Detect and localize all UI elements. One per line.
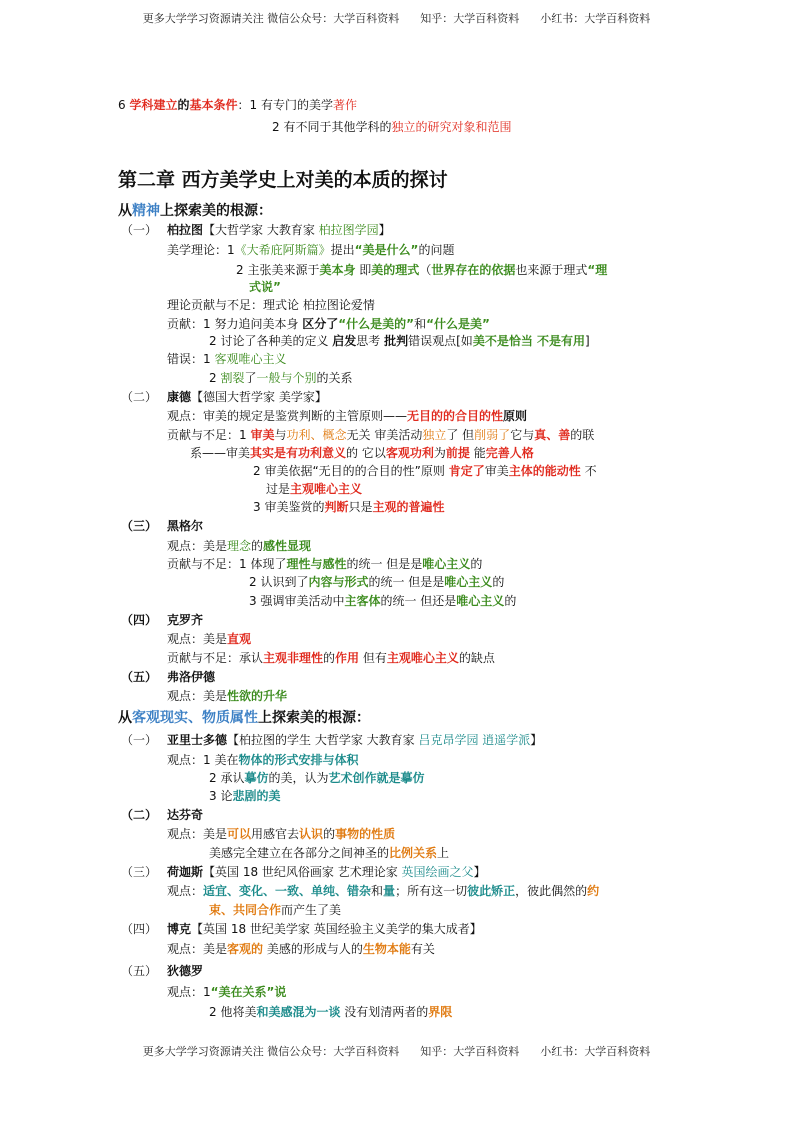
text-run: 2 (209, 371, 221, 385)
text-run: （ (419, 263, 432, 277)
doc-line (209, 901, 341, 919)
text-run: 】 (378, 223, 391, 237)
text-run: 】 (473, 865, 486, 879)
text-run: 削弱了 (474, 428, 511, 442)
text-run: 式说” (249, 280, 281, 294)
text-run: 为 (433, 446, 446, 460)
text-run: 原则 (503, 409, 528, 423)
text-run: 的 (504, 594, 517, 608)
doc-line (121, 221, 157, 239)
doc-line (209, 769, 425, 787)
text-run: 思考 (356, 334, 385, 348)
text-run: 约 (587, 884, 600, 898)
text-run: 的 (323, 651, 336, 665)
text-run: 的 (492, 575, 505, 589)
doc-line (167, 751, 358, 769)
text-run: 有关 (410, 942, 435, 956)
doc-line (167, 241, 454, 259)
text-run: 美感的形成与人的 (263, 942, 363, 956)
text-run: ：1 有专门的美学 (237, 98, 333, 112)
text-run: “理 (587, 263, 608, 277)
text-run: 观点：美是 (167, 942, 228, 956)
text-run: 2 有不同于其他学科的 (272, 120, 392, 134)
text-run: 物体的形式安排与体积 (238, 753, 359, 767)
text-run: 3 审美鉴赏的 (253, 500, 325, 514)
text-run: 博克 (167, 922, 192, 936)
text-run: 客观功利 (385, 446, 434, 460)
text-run: （三） (121, 865, 158, 879)
doc-line (121, 517, 157, 535)
text-run: 亚里士多德 (167, 733, 228, 747)
doc-line (167, 315, 490, 333)
doc-line (121, 611, 157, 629)
doc-line (167, 611, 203, 629)
text-run: 彼此矫正 (467, 884, 516, 898)
text-run: 美不是恰当 不是有用 (472, 334, 585, 348)
text-run: 无目的的合目的性 (407, 409, 504, 423)
text-run: 直观 (227, 632, 252, 646)
text-run: 观点：1 (167, 985, 211, 999)
text-run: 主观唯心主义 (386, 651, 459, 665)
text-run: 完善人格 (485, 446, 534, 460)
text-run: 了 (244, 371, 257, 385)
text-run: 【英国 18 世纪风俗画家 艺术理论家 (203, 865, 402, 879)
text-run: 美本身 (319, 263, 356, 277)
doc-line (167, 920, 482, 938)
text-run: 美学理论：1 (167, 243, 235, 257)
text-run: 唯心主义 (422, 557, 471, 571)
text-run: 主观非理性 (263, 651, 324, 665)
text-run: 能 (469, 446, 486, 460)
text-run: 精神 (132, 203, 160, 219)
text-run: 的 (177, 98, 190, 112)
text-run: （五） (121, 964, 158, 978)
text-run: 和 (371, 884, 384, 898)
section-heading (118, 709, 370, 727)
text-run: 世界存在的依据 (431, 263, 516, 277)
doc-line (167, 940, 435, 958)
text-run: 性欲的升华 (227, 689, 288, 703)
text-run: 2 主张美来源于 (236, 263, 320, 277)
text-run: 美感完全建立在各部分之间神圣的 (209, 846, 390, 860)
text-run: 【英国 18 世纪美学家 英国经验主义美学的集大成者】 (191, 922, 482, 936)
doc-line (167, 296, 375, 314)
text-run: 不 (580, 464, 597, 478)
text-run: 上探索美的根源： (160, 203, 272, 219)
text-run: 荷迦斯 (167, 865, 204, 879)
doc-line (167, 806, 203, 824)
text-run: 的统一 但是是 (346, 557, 423, 571)
doc-line (167, 668, 215, 686)
text-run: 而产生了美 (281, 903, 342, 917)
text-run: 的 (470, 557, 483, 571)
text-run: 观点：审美的规定是鉴赏判断的主管原则—— (167, 409, 408, 423)
text-run: 客观唯心主义 (214, 352, 287, 366)
text-run: 6 (118, 98, 130, 112)
text-run: 的 它以 (346, 446, 386, 460)
text-run: 2 认识到了 (249, 575, 309, 589)
text-run: 系——审美 (190, 446, 251, 460)
doc-line (190, 444, 534, 462)
doc-line (167, 983, 286, 1001)
text-run: （一） (121, 223, 158, 237)
text-run: 感性显现 (263, 539, 312, 553)
text-run: 肯定了 (448, 464, 485, 478)
text-run: 和美感混为一谈 (256, 1005, 341, 1019)
doc-line (167, 630, 251, 648)
text-run: 区分了 (302, 317, 339, 331)
text-run: 也来源于理式 (515, 263, 588, 277)
text-run: 【柏拉图的学生 大哲学家 大教育家 (227, 733, 419, 747)
text-run: 无关 审美活动 (346, 428, 423, 442)
text-run: 从 (118, 203, 132, 219)
doc-line (121, 806, 157, 824)
text-run: 美的理式 (371, 263, 420, 277)
doc-line (167, 517, 203, 535)
text-run: 唯心主义 (444, 575, 493, 589)
section-heading (118, 202, 272, 220)
text-run: 观点：1 美在 (167, 753, 239, 767)
text-run: 的 (251, 539, 264, 553)
text-run: 【德国大哲学家 美学家】 (191, 390, 327, 404)
text-run: 前提 (445, 446, 470, 460)
doc-line (249, 592, 516, 610)
text-run: 客观的 (227, 942, 264, 956)
text-run: 观点：美是 (167, 689, 228, 703)
text-run: 独立 (422, 428, 447, 442)
text-run: 学科建立 (129, 98, 178, 112)
text-run: 审美 (250, 428, 275, 442)
text-run: （五） (121, 670, 158, 684)
text-run: 贡献与不足：1 体现了 (167, 557, 287, 571)
text-run: 界限 (428, 1005, 453, 1019)
text-run: 错误观点[如 (408, 334, 473, 348)
text-run: 英国绘画之父 (401, 865, 474, 879)
doc-line (121, 668, 157, 686)
page-header: 更多大学学习资源请关注 微信公众号：大学百科资料 知乎：大学百科资料 小红书：大学百科资料 (142, 12, 651, 25)
text-run: 生物本能 (362, 942, 411, 956)
doc-line (167, 863, 486, 881)
doc-line (167, 388, 327, 406)
text-run: 批判 (384, 334, 409, 348)
text-run: 其实是有功利意义 (250, 446, 347, 460)
doc-line (167, 426, 594, 444)
text-run: 黑格尔 (167, 519, 204, 533)
text-run: “什么是美的” (338, 317, 415, 331)
text-run: 束、共同合作 (209, 903, 282, 917)
text-run: 克罗齐 (167, 613, 204, 627)
text-run: （二） (121, 390, 158, 404)
text-run: 主客体 (344, 594, 381, 608)
text-run: 主体的能动性 (508, 464, 581, 478)
text-run: 判断 (324, 500, 349, 514)
text-run: “美是什么” (354, 243, 419, 257)
text-run: 用感官去 (251, 827, 300, 841)
text-run: 观点：美是 (167, 539, 228, 553)
text-run: 认识 (299, 827, 324, 841)
doc-line (167, 731, 542, 749)
doc-line (167, 555, 482, 573)
text-run: 它与 (510, 428, 535, 442)
text-run: 提出 (330, 243, 355, 257)
text-run: 观点：美是 (167, 632, 228, 646)
text-run: 内容与形式 (308, 575, 369, 589)
doc-line (209, 787, 280, 805)
text-run: 的 (323, 827, 336, 841)
text-run: 即 (355, 263, 372, 277)
doc-line (253, 498, 445, 516)
text-run: 上探索美的根源： (258, 710, 370, 726)
doc-line (121, 863, 157, 881)
text-run: 【大哲学家 大教育家 (203, 223, 319, 237)
doc-line (167, 962, 203, 980)
text-run: 独立的研究对象和范围 (391, 120, 512, 134)
text-run: 的美，认为 (268, 771, 329, 785)
text-run: 悲剧的美 (232, 789, 281, 803)
text-run: 唯心主义 (456, 594, 505, 608)
text-run: 贡献与不足：1 (167, 428, 251, 442)
text-run: 的关系 (316, 371, 353, 385)
text-run: 了 但 (446, 428, 475, 442)
text-run: 功利、概念 (286, 428, 347, 442)
text-run: 作用 (335, 651, 360, 665)
text-run: 《大希庇阿斯篇》 (234, 243, 331, 257)
text-run: （四） (121, 613, 158, 627)
text-run: 与 (274, 428, 287, 442)
text-run: 达芬奇 (167, 808, 204, 822)
text-run: 2 讨论了各种美的定义 (209, 334, 333, 348)
text-run: 的统一 但还是 (380, 594, 457, 608)
doc-line (167, 537, 311, 555)
text-run: 割裂 (220, 371, 245, 385)
doc-line (121, 731, 157, 749)
text-run: 理性与感性 (286, 557, 347, 571)
doc-line (249, 278, 281, 296)
text-run: 的问题 (418, 243, 455, 257)
text-run: 弗洛伊德 (167, 670, 216, 684)
text-run: 贡献与不足：承认 (167, 651, 264, 665)
text-run: 的统一 但是是 (368, 575, 445, 589)
text-run: 3 论 (209, 789, 233, 803)
text-run: 】 (530, 733, 543, 747)
text-run: （四） (121, 922, 158, 936)
text-run: 观点：美是 (167, 827, 228, 841)
text-run: 第二章 西方美学史上对美的本质的探讨 (118, 169, 448, 191)
text-run: 康德 (167, 390, 192, 404)
text-run: 和 (414, 317, 427, 331)
chapter-title (118, 168, 448, 192)
doc-line (209, 369, 353, 387)
doc-line (209, 1003, 452, 1021)
text-run: “美在关系”说 (210, 985, 287, 999)
text-run: 适宜、变化、一致、单纯、错杂 (203, 884, 372, 898)
text-run: 比例关系 (389, 846, 438, 860)
text-run: （二） (121, 808, 158, 822)
doc-line (121, 388, 157, 406)
text-run: 的联 (570, 428, 595, 442)
text-run: 客观现实、物质属性 (132, 710, 258, 726)
text-run: 主观的普遍性 (372, 500, 445, 514)
text-run: 启发 (332, 334, 357, 348)
text-run: ，彼此偶然的 (515, 884, 588, 898)
doc-line (167, 350, 286, 368)
text-run: 狄德罗 (167, 964, 204, 978)
doc-line (121, 962, 157, 980)
text-run: 真、善 (534, 428, 571, 442)
doc-line (167, 882, 599, 900)
text-run: 摹仿 (244, 771, 269, 785)
text-run: “什么是美” (426, 317, 490, 331)
text-run: 一般与个别 (256, 371, 317, 385)
doc-line (167, 221, 391, 239)
doc-line (253, 462, 597, 480)
text-run: 量 (383, 884, 396, 898)
text-run: （一） (121, 733, 158, 747)
text-run: ；所有这一切 (395, 884, 468, 898)
text-run: 没有划清两者的 (340, 1005, 429, 1019)
text-run: 但有 (359, 651, 387, 665)
text-run: 理论贡献与不足：理式论 柏拉图论爱情 (167, 298, 375, 312)
text-run: 著作 (332, 98, 357, 112)
doc-line (121, 920, 157, 938)
text-run: 2 承认 (209, 771, 245, 785)
text-run: ] (585, 334, 590, 348)
text-run: 审美 (484, 464, 509, 478)
text-run: 理念 (227, 539, 252, 553)
text-run: （三） (121, 519, 158, 533)
doc-line (167, 649, 495, 667)
text-run: 3 强调审美活动中 (249, 594, 345, 608)
doc-line (167, 687, 287, 705)
text-run: 2 审美依据“无目的的合目的性”原则 (253, 464, 449, 478)
text-run: 主观唯心主义 (290, 482, 363, 496)
text-run: 从 (118, 710, 132, 726)
text-run: 2 他将美 (209, 1005, 257, 1019)
doc-line (209, 844, 449, 862)
text-run: 柏拉图 (167, 223, 204, 237)
doc-line (266, 480, 362, 498)
text-run: 贡献：1 努力追问美本身 (167, 317, 303, 331)
text-run: 事物的性质 (335, 827, 396, 841)
doc-line (167, 825, 395, 843)
text-run: 的缺点 (458, 651, 495, 665)
doc-line (272, 118, 511, 136)
doc-line (236, 261, 607, 279)
text-run: 柏拉图学园 (318, 223, 379, 237)
text-run: 吕克昂学园 逍遥学派 (418, 733, 531, 747)
text-run: 艺术创作就是摹仿 (328, 771, 425, 785)
doc-line (249, 573, 504, 591)
text-run: 只是 (348, 500, 373, 514)
doc-line (118, 96, 357, 114)
text-run: 过是 (266, 482, 291, 496)
text-run: 错误：1 (167, 352, 215, 366)
text-run: 基本条件 (189, 98, 238, 112)
page-footer: 更多大学学习资源请关注 微信公众号：大学百科资料 知乎：大学百科资料 小红书：大学百科资料 (142, 1045, 651, 1058)
text-run: 观点： (167, 884, 204, 898)
text-run: 上 (437, 846, 450, 860)
text-run: 可以 (227, 827, 252, 841)
doc-line (167, 407, 527, 425)
doc-line (209, 332, 590, 350)
